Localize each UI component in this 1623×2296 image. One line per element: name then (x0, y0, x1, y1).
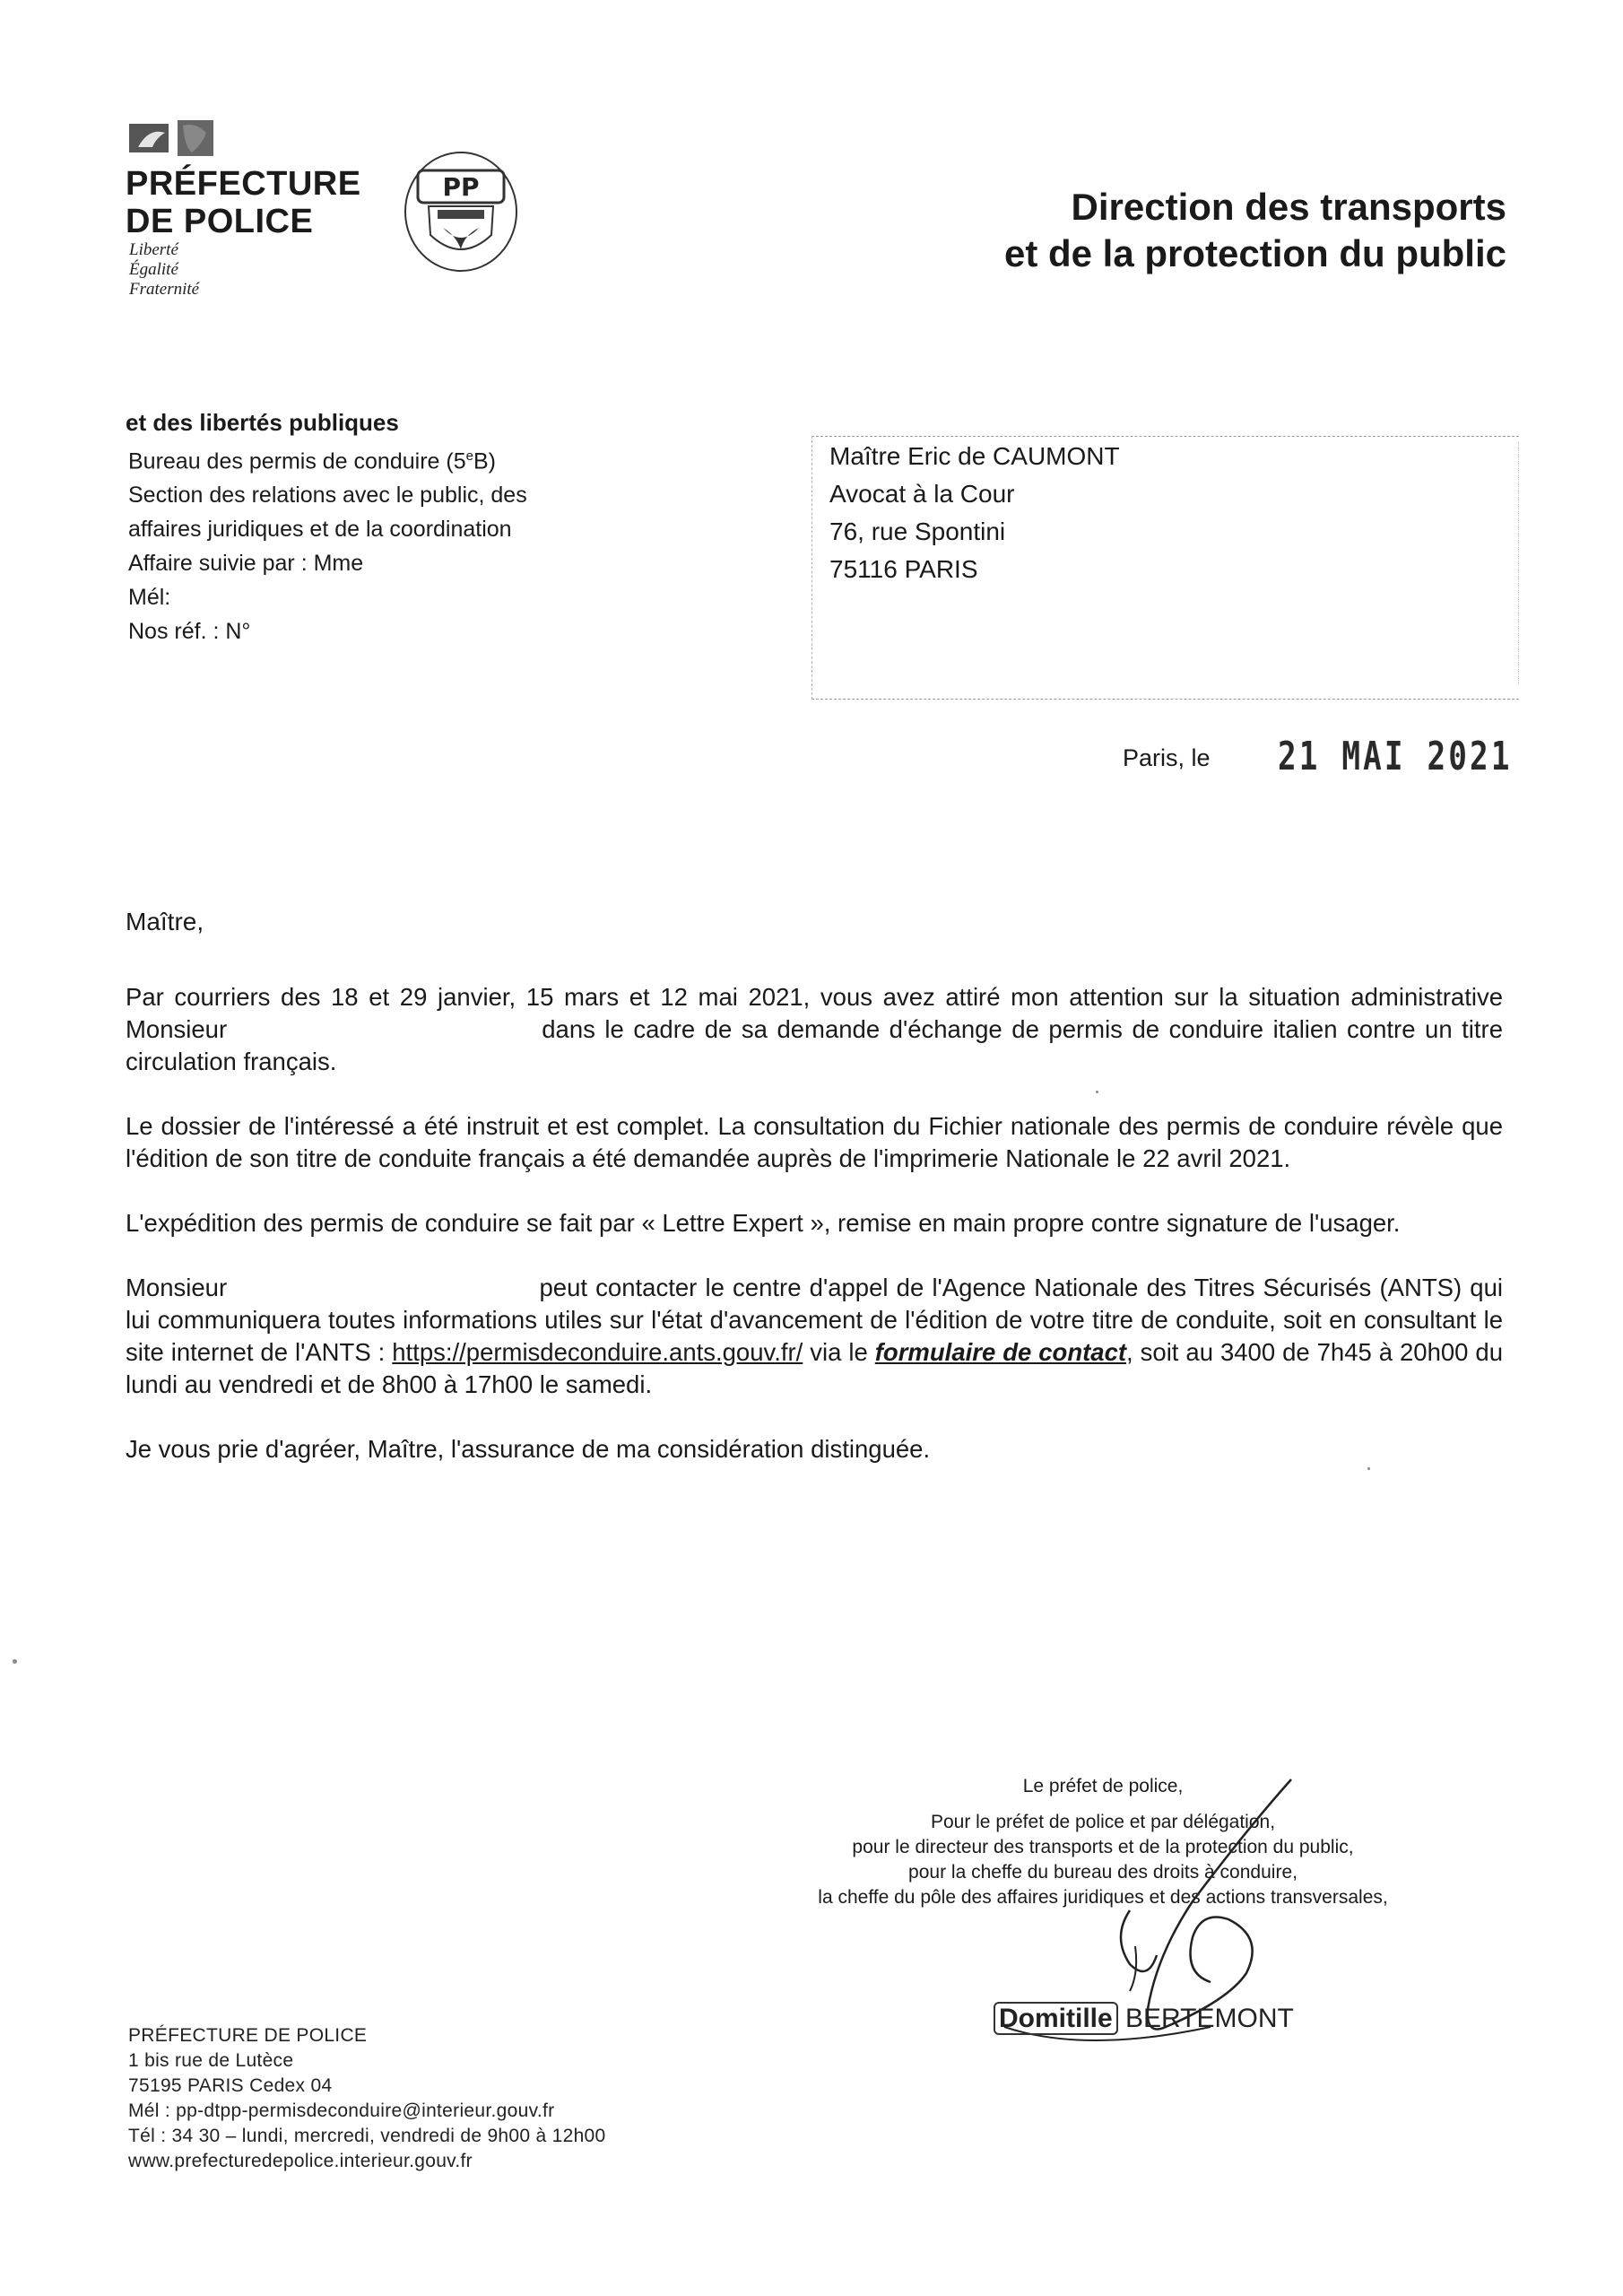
direction-line-1: Direction des transports (1071, 186, 1506, 228)
sender-email: Mél: (128, 585, 171, 611)
paragraph-4 (126, 1272, 1503, 1401)
salutation: Maître, (126, 908, 204, 935)
sender-bureau-text: Bureau des permis de conduire (5 (128, 448, 466, 474)
prefecture-line-1: PRÉFECTURE (126, 165, 361, 203)
scan-speck (1367, 1467, 1370, 1470)
ants-website-link[interactable]: https://permisdeconduire.ants.gouv.fr/ (392, 1338, 803, 1366)
sender-bureau-sup: e (465, 448, 473, 464)
recipient-title: Avocat à la Cour (829, 480, 1015, 508)
motto-liberte: Liberté (129, 240, 178, 259)
signatory-first-name: Domitille (994, 2002, 1118, 2035)
footer-website: www.prefecturedepolice.interieur.gouv.fr (128, 2151, 473, 2171)
signature-line-2: Pour le préfet de police et par délégation, (930, 1812, 1276, 1832)
scan-speck (1096, 1091, 1098, 1093)
footer-name: PRÉFECTURE DE POLICE (128, 2025, 368, 2046)
paragraph-1-start: Par courriers des 18 et 29 janvier, 15 mars et 12 mai 2021, vous avez attiré mon attention sur la situation administrative Monsieur (126, 983, 1503, 1043)
footer-city: 75195 PARIS Cedex 04 (128, 2075, 333, 2096)
signatory-name (994, 2004, 1294, 2034)
paragraph-4-via: via le (810, 1338, 868, 1366)
paragraph-2: Le dossier de l'intéressé a été instruit et est complet. La consultation du Fichier nationale des permis de conduire révèle que l'édition de son titre de conduite français a été demandée auprès de l'imprimerie Nationale le 22 avril 2021. (126, 1112, 1503, 1172)
sender-department: et des libertés publiques (126, 409, 399, 436)
sender-bureau-end: B) (473, 448, 496, 474)
date-label: Paris, le (1123, 744, 1211, 771)
paragraph-3: L'expédition des permis de conduire se fait par « Lettre Expert », remise en main propre contre signature de l'usager. (126, 1209, 1401, 1237)
recipient-address (829, 438, 1120, 588)
republique-francaise-logo (129, 120, 215, 156)
prefecture-title (126, 165, 361, 240)
date-stamp: 21 MAI 2021 (1278, 734, 1513, 779)
recipient-street: 76, rue Spontini (829, 517, 1006, 545)
contact-form-link[interactable]: formulaire de contact (874, 1338, 1127, 1366)
direction-line-2: et de la protection du public (1003, 232, 1506, 274)
signature-line-4: pour la cheffe du bureau des droits à conduire, (908, 1862, 1298, 1883)
sender-case-handler: Affaire suivie par : Mme (128, 551, 364, 577)
prefecture-line-2: DE POLICE (126, 203, 314, 240)
letter-body (126, 981, 1503, 1498)
direction-heading (1004, 184, 1506, 277)
sender-reference: Nos réf. : N° (128, 619, 251, 645)
seal-letters: PP (442, 172, 480, 202)
recipient-name: Maître Eric de CAUMONT (829, 442, 1120, 470)
motto-egalite: Égalité (129, 260, 178, 279)
footer-email: Mél : pp-dtpp-permisdeconduire@interieur.gouv.fr (128, 2100, 555, 2121)
sender-section-line-2: affaires juridiques et de la coordination (128, 517, 512, 543)
paragraph-1 (126, 981, 1503, 1078)
sender-bureau (126, 439, 527, 478)
paragraph-4-end: , soit au 3400 de 7h45 à 20h00 du lundi au vendredi et de 8h00 à 17h00 le samedi. (126, 1338, 1504, 1398)
recipient-city: 75116 PARIS (829, 555, 978, 583)
footer-contact (128, 2023, 606, 2174)
sender-section-line-1: Section des relations avec le public, des (128, 483, 527, 509)
paragraph-1-end: dans le cadre de sa demande d'échange de permis de conduire italien contre un titre circulation français. (126, 1015, 1504, 1075)
signature-line-1: Le préfet de police, (1022, 1776, 1184, 1796)
signature-line-5: la cheffe du pôle des affaires juridiques et des actions transversales, (818, 1887, 1388, 1908)
footer-phone: Tél : 34 30 – lundi, mercredi, vendredi de 9h00 à 12h00 (128, 2126, 606, 2146)
signature-line-3: pour le directeur des transports et de la protection du public, (852, 1837, 1354, 1857)
paragraph-4-body: peut contacter le centre d'appel de l'Agence Nationale des Titres Sécurisés (ANTS) qui lui communiquera toutes informations utiles sur l'état d'avancement de l'édition de votre titre de conduite, soit en consultant le site internet de l'ANTS : (126, 1274, 1504, 1366)
republic-motto (129, 240, 199, 300)
paragraph-4-start: Monsieur (126, 1274, 228, 1301)
motto-fraternite: Fraternité (129, 280, 200, 299)
prefecture-police-seal-icon (402, 149, 520, 274)
signatory-last-name: BERTEMONT (1125, 2004, 1294, 2033)
sender-block (126, 405, 527, 648)
closing-formula: Je vous prie d'agréer, Maître, l'assurance de ma considération distinguée. (126, 1435, 931, 1463)
scan-speck (13, 1659, 17, 1664)
footer-street: 1 bis rue de Lutèce (128, 2050, 294, 2071)
